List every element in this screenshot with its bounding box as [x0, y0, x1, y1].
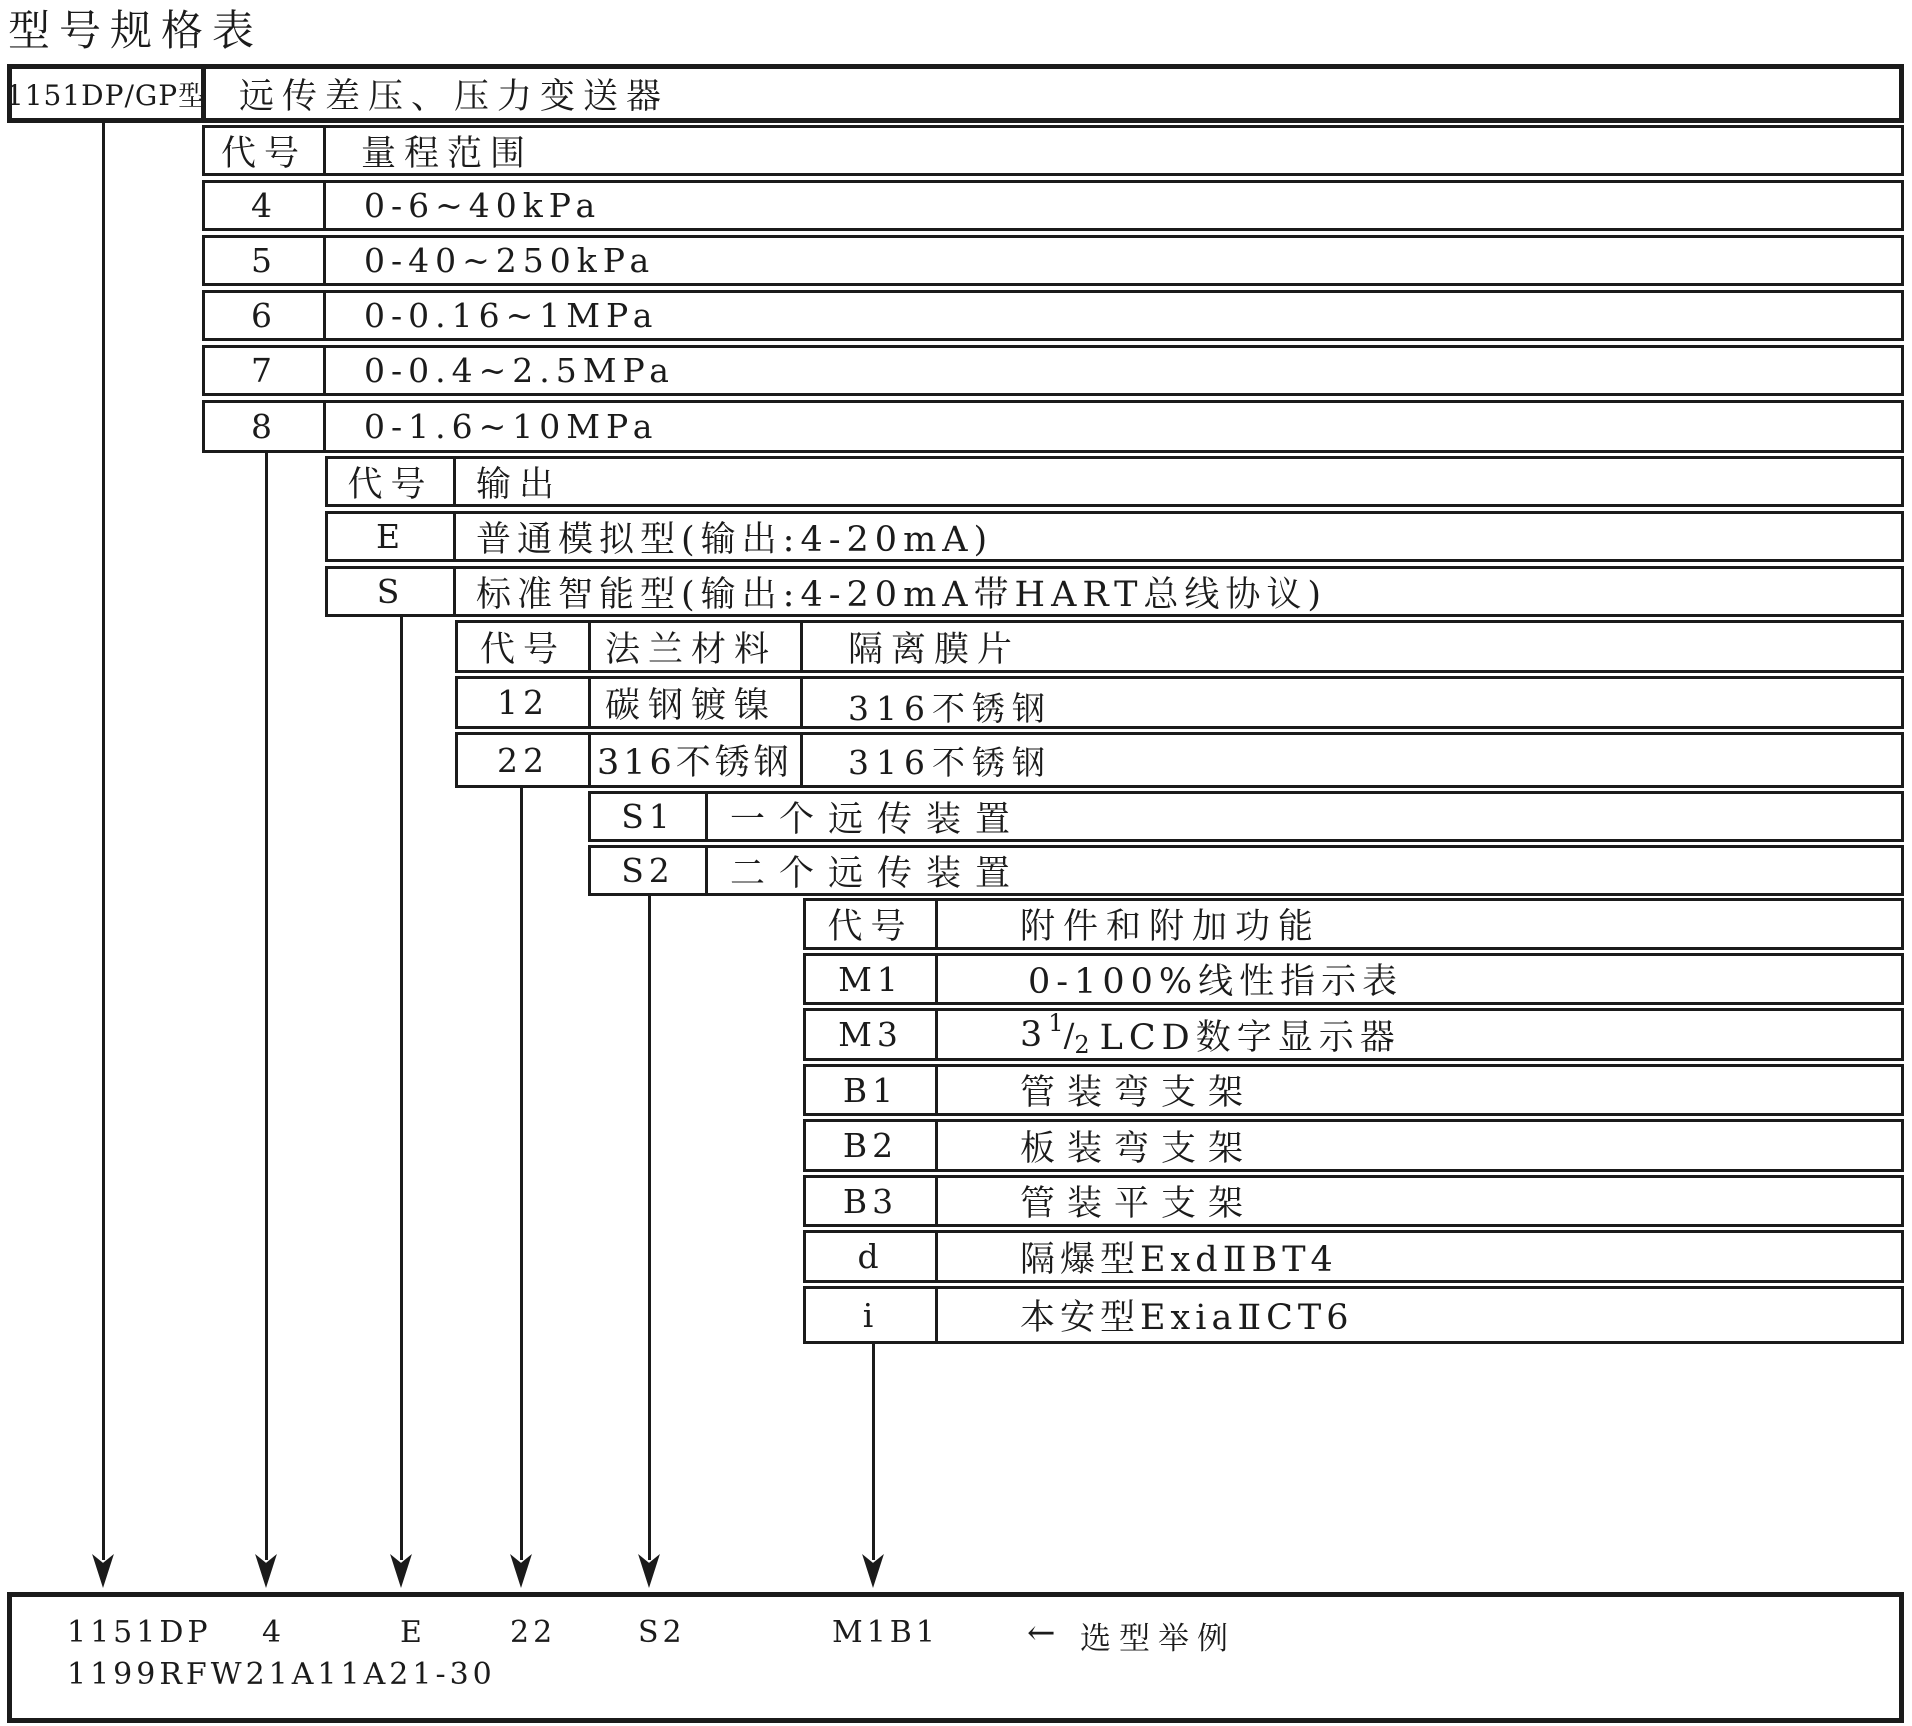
- accessories-label-B1: 管装弯支架: [1020, 1073, 1256, 1113]
- m3-label-text: LCD数字显示器: [1099, 1017, 1401, 1058]
- accessories-row: [803, 1008, 1904, 1061]
- flange-code-12: 12: [458, 679, 591, 726]
- range-row: [202, 345, 1904, 396]
- m3-fraction-slash: /: [1063, 1015, 1075, 1054]
- flange-row: [455, 676, 1904, 729]
- accessories-row: [803, 1175, 1904, 1227]
- accessories-row: [803, 1230, 1904, 1283]
- range-label-8: 0-1.6~10MPa: [364, 407, 659, 446]
- flange-material-header: 法兰材料: [591, 623, 803, 670]
- flange-row: [455, 732, 1904, 788]
- example-code-accessories: M1B1: [832, 1615, 939, 1650]
- output-code-S: S: [328, 569, 456, 614]
- flange-diaphragm-22: 316不锈钢: [848, 743, 1052, 782]
- output-code-E: E: [328, 514, 456, 559]
- accessories-code-B2: B2: [806, 1122, 938, 1169]
- accessories-label-d: 隔爆型ExdⅡBT4: [1020, 1239, 1338, 1280]
- remote-label-S2: 二个远传装置: [730, 853, 1025, 894]
- selection-line-range: [265, 453, 268, 1560]
- accessories-row: [803, 1064, 1904, 1116]
- remote-code-S1: S1: [591, 794, 708, 839]
- accessories-label-M3: [938, 1008, 1901, 1059]
- range-code-header: 代号: [205, 128, 326, 173]
- product-model: 1151DP/GP型: [12, 69, 206, 118]
- range-row: [202, 180, 1904, 231]
- range-row: [202, 400, 1904, 453]
- range-code-8: 8: [205, 403, 326, 450]
- selection-line-flange: [520, 788, 523, 1560]
- accessories-code-i: i: [806, 1289, 938, 1341]
- output-code-header: 代号: [328, 459, 456, 504]
- output-row: [325, 511, 1904, 562]
- example-code-remote: S2: [638, 1615, 686, 1650]
- accessories-code-B3: B3: [806, 1178, 938, 1224]
- m3-fraction-numerator: 1: [1048, 1008, 1064, 1037]
- accessories-label-B3: 管装平支架: [1020, 1184, 1256, 1224]
- example-code-model: 1151DP: [67, 1615, 212, 1650]
- output-row: [325, 566, 1904, 617]
- selection-line-remote: [648, 896, 651, 1560]
- range-label-header: 量程范围: [361, 133, 534, 174]
- remote-row: [588, 791, 1904, 842]
- accessories-label-M1: 0-100%线性指示表: [1028, 962, 1404, 1002]
- flange-material-12: 碳钢镀镍: [591, 679, 803, 726]
- selection-line-model: [102, 121, 105, 1560]
- accessories-label-header: 附件和附加功能: [1020, 907, 1322, 947]
- flange-diaphragm-header: 隔离膜片: [848, 629, 1021, 670]
- page-title: 型号规格表: [8, 6, 264, 55]
- example-code-output: E: [400, 1615, 426, 1650]
- selection-example-box: [7, 1592, 1904, 1723]
- output-label-E: 普通模拟型(输出:4-20mA): [476, 519, 994, 560]
- range-code-4: 4: [205, 183, 326, 228]
- product-row: [7, 64, 1904, 123]
- flange-material-22: 316不锈钢: [591, 735, 803, 785]
- remote-code-S2: S2: [591, 848, 708, 893]
- selection-line-output: [400, 617, 403, 1560]
- example-code-flange: 22: [510, 1615, 557, 1650]
- range-label-7: 0-0.4~2.5MPa: [364, 351, 675, 390]
- range-header-row: [202, 125, 1904, 176]
- accessories-row: [803, 953, 1904, 1005]
- example-code-range: 4: [262, 1615, 286, 1650]
- range-row: [202, 235, 1904, 286]
- selection-line-accessories: [872, 1344, 875, 1560]
- range-label-5: 0-40~250kPa: [364, 241, 656, 280]
- flange-code-header: 代号: [458, 623, 591, 670]
- flange-diaphragm-12: 316不锈钢: [848, 689, 1052, 728]
- output-label-header: 输出: [476, 464, 563, 505]
- accessories-label-B2: 板装弯支架: [1020, 1128, 1256, 1169]
- range-row: [202, 290, 1904, 341]
- arrow-left-icon: ←: [1027, 1613, 1060, 1653]
- remote-label-S1: 一个远传装置: [730, 799, 1025, 840]
- output-label-S: 标准智能型(输出:4-20mA带HART总线协议): [476, 574, 1328, 615]
- accessories-code-B1: B1: [806, 1067, 938, 1113]
- range-code-6: 6: [205, 293, 326, 338]
- m3-fraction-denominator: 2: [1074, 1030, 1090, 1059]
- range-label-4: 0-6~40kPa: [364, 186, 602, 225]
- remote-row: [588, 845, 1904, 896]
- accessories-code-M1: M1: [806, 956, 938, 1002]
- accessories-row: [803, 1286, 1904, 1344]
- range-label-6: 0-0.16~1MPa: [364, 296, 659, 335]
- accessories-label-i: 本安型ExiaⅡCT6: [1020, 1298, 1354, 1338]
- flange-code-22: 22: [458, 735, 591, 785]
- accessories-header-row: [803, 898, 1904, 950]
- range-code-5: 5: [205, 238, 326, 283]
- example-caption: 选型举例: [1080, 1621, 1236, 1657]
- range-code-7: 7: [205, 348, 326, 393]
- accessories-code-d: d: [806, 1233, 938, 1280]
- example-second-line: 1199RFW21A11A21-30: [67, 1657, 496, 1692]
- accessories-code-M3: M3: [806, 1011, 938, 1058]
- flange-header-row: [455, 620, 1904, 673]
- product-name: 远传差压、压力变送器: [239, 76, 670, 117]
- accessories-row: [803, 1119, 1904, 1172]
- m3-whole-number: 3: [1020, 1014, 1049, 1055]
- accessories-code-header: 代号: [806, 901, 938, 947]
- output-header-row: [325, 456, 1904, 507]
